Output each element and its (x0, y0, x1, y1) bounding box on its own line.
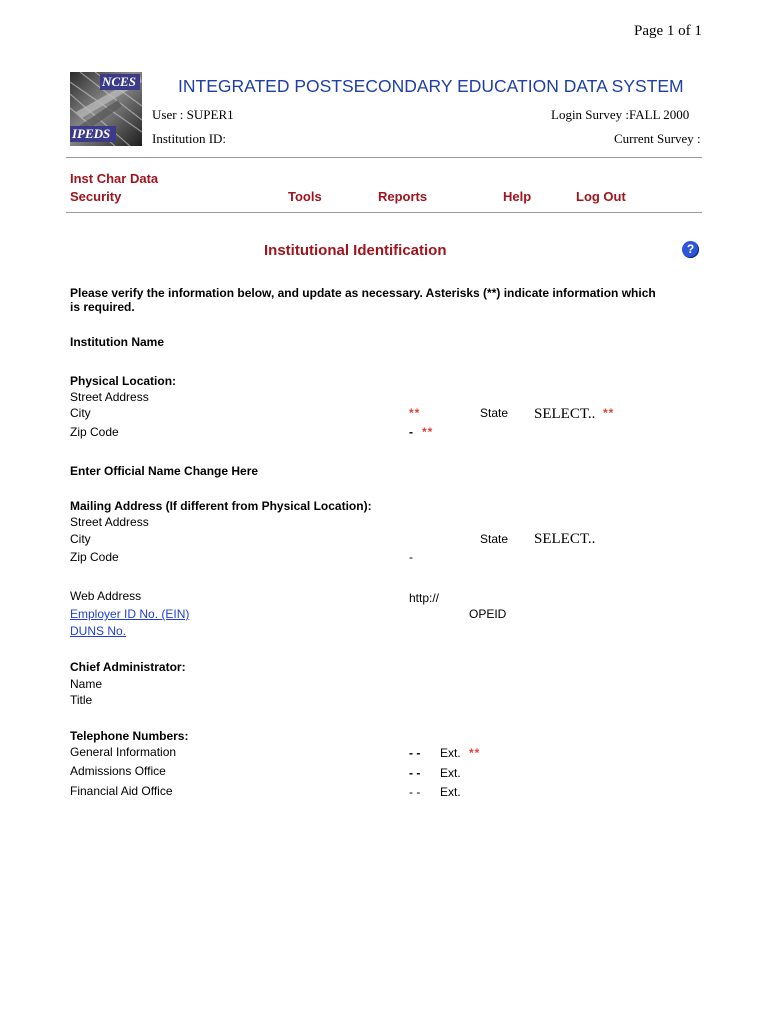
chief-admin-heading: Chief Administrator: (70, 660, 186, 674)
web-address-label: Web Address (70, 589, 142, 603)
header-divider (66, 157, 702, 158)
physical-state-select[interactable]: SELECT.. (534, 406, 596, 422)
physical-state-required: ** (603, 406, 615, 420)
section-title: Institutional Identification (264, 242, 447, 259)
login-survey: Login Survey :FALL 2000 (551, 107, 690, 122)
nav-tools[interactable]: Tools (288, 189, 322, 204)
phone-financial-ext: Ext. (440, 785, 461, 799)
physical-city-required: ** (409, 406, 421, 420)
mailing-city-label: City (70, 532, 91, 546)
physical-zip-separator: - (409, 425, 413, 439)
logo-ipeds-text: IPEDS (72, 126, 111, 141)
phone-admissions-separator: - - (409, 766, 421, 780)
institution-id-label: Institution ID: (152, 131, 227, 146)
current-survey: Current Survey : (614, 131, 701, 146)
chief-admin-title-label: Title (70, 693, 93, 707)
nav-reports[interactable]: Reports (378, 189, 428, 204)
phone-admissions-ext: Ext. (440, 766, 461, 780)
phone-financial-label: Financial Aid Office (70, 784, 173, 798)
physical-city-label: City (70, 406, 91, 420)
physical-zip-required: ** (422, 425, 434, 439)
intro-line-2: is required. (70, 300, 135, 314)
phone-general-ext: Ext. (440, 746, 461, 760)
mailing-street-label: Street Address (70, 515, 149, 529)
physical-street-label: Street Address (70, 390, 149, 404)
opeid-label: OPEID (469, 607, 507, 621)
phone-financial-separator: - - (409, 785, 421, 799)
ipeds-logo (70, 72, 142, 146)
page-number: Page 1 of 1 (634, 23, 702, 39)
system-title: INTEGRATED POSTSECONDARY EDUCATION DATA SYSTEM (178, 76, 684, 96)
mailing-zip-label: Zip Code (70, 550, 119, 564)
nav-help[interactable]: Help (503, 189, 532, 204)
telephone-heading: Telephone Numbers: (70, 729, 189, 743)
phone-general-required: ** (469, 746, 481, 760)
ein-link[interactable]: Employer ID No. (EIN) (70, 607, 190, 621)
nav-security[interactable]: Security (70, 189, 122, 204)
mailing-zip-separator: - (409, 550, 413, 564)
official-name-change-label: Enter Official Name Change Here (70, 464, 259, 478)
institution-name-label: Institution Name (70, 335, 165, 349)
web-address-value[interactable]: http:// (409, 591, 440, 605)
help-icon[interactable]: ? (682, 241, 699, 258)
nav-inst-char-data[interactable]: Inst Char Data (70, 171, 159, 186)
physical-state-label: State (480, 406, 509, 420)
physical-location-heading: Physical Location: (70, 374, 177, 388)
mailing-address-heading: Mailing Address (If different from Physical Location): (70, 499, 372, 513)
phone-general-separator: - - (409, 746, 421, 760)
chief-admin-name-label: Name (70, 677, 103, 691)
intro-line-1: Please verify the information below, and update as necessary. Asterisks (**) indicate information which (70, 286, 656, 300)
physical-zip-label: Zip Code (70, 425, 119, 439)
mailing-state-select[interactable]: SELECT.. (534, 531, 596, 547)
nav-log-out[interactable]: Log Out (576, 189, 626, 204)
phone-admissions-label: Admissions Office (70, 764, 166, 778)
phone-general-label: General Information (70, 745, 177, 759)
logo-nces-text: NCES (102, 74, 136, 89)
duns-link[interactable]: DUNS No. (70, 624, 127, 638)
nav-divider (66, 212, 702, 213)
user-label: User : SUPER1 (152, 107, 234, 122)
mailing-state-label: State (480, 532, 509, 546)
